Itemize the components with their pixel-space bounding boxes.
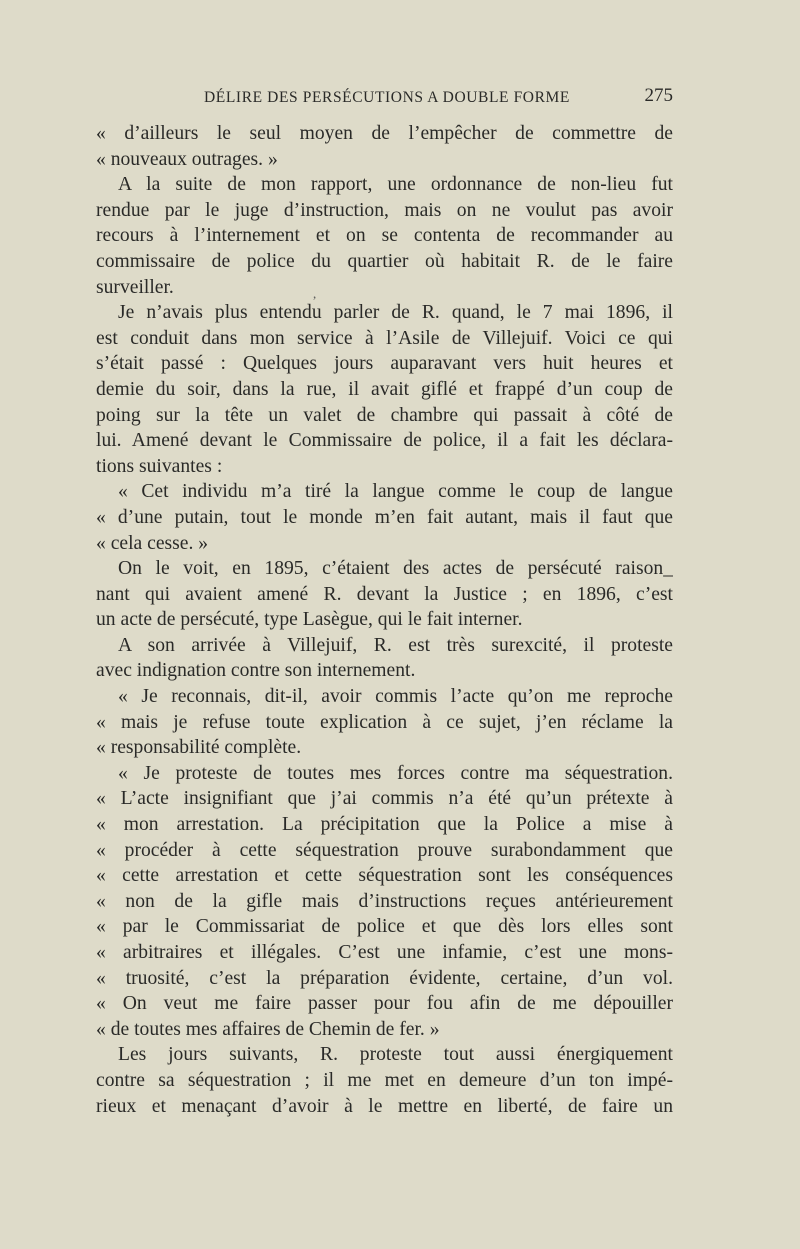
text-line: « d’une putain, tout le monde m’en fait autant, mais il faut que	[96, 506, 673, 528]
text-line: On le voit, en 1895, c’étaient des actes de persécuté raison_	[118, 558, 673, 580]
text-line: tions suivantes :	[96, 455, 223, 477]
text-line: Je n’avais plus entendu parler de R. quand, le 7 mai 1896, il	[118, 302, 673, 324]
text-line: « mais je refuse toute explication à ce sujet, j’en réclame la	[96, 711, 673, 733]
text-line: poing sur la tête un valet de chambre qui passait à côté de	[96, 404, 673, 426]
page-number: 275	[644, 85, 673, 106]
text-line: A son arrivée à Villejuif, R. est très surexcité, il proteste	[118, 634, 673, 656]
text-line: « cette arrestation et cette séquestration sont les conséquences	[96, 865, 673, 887]
text-line: avec indignation contre son internement.	[96, 660, 416, 682]
text-line: est conduit dans mon service à l’Asile de Villejuif. Voici ce qui	[96, 327, 673, 349]
page-header	[96, 85, 673, 111]
text-line: « de toutes mes affaires de Chemin de fer. »	[96, 1018, 440, 1040]
text-line: surveiller.	[96, 276, 174, 298]
running-title: DÉLIRE DES PERSÉCUTIONS A DOUBLE FORME	[204, 89, 570, 106]
text-line: « responsabilité complète.	[96, 737, 302, 759]
text-line: « non de la gifle mais d’instructions reçues antérieurement	[96, 890, 673, 912]
text-line: nant qui avaient amené R. devant la Justice ; en 1896, c’est	[96, 583, 673, 605]
text-line: « L’acte insignifiant que j’ai commis n’a été qu’un prétexte à	[96, 788, 673, 810]
text-line: contre sa séquestration ; il me met en demeure d’un ton impé-	[96, 1069, 673, 1091]
text-line: « mon arrestation. La précipitation que la Police a mise à	[96, 814, 673, 836]
text-line: « par le Commissariat de police et que dès lors elles sont	[96, 916, 673, 938]
text-line: un acte de persécuté, type Lasègue, qui le fait interner.	[96, 609, 523, 631]
text-line: « d’ailleurs le seul moyen de l’empêcher de commettre de	[96, 123, 673, 144]
text-line: demie du soir, dans la rue, il avait giflé et frappé d’un coup de	[96, 378, 673, 400]
body-text	[96, 121, 673, 1119]
text-line: rendue par le juge d’instruction, mais on ne voulut pas avoir	[96, 199, 673, 221]
text-line: commissaire de police du quartier où habitait R. de le faire	[96, 250, 673, 272]
text-line: « Je reconnais, dit-il, avoir commis l’acte qu’on me reproche	[118, 686, 673, 708]
text-line: « On veut me faire passer pour fou afin de me dépouiller	[96, 993, 673, 1015]
text-line: « Cet individu m’a tiré la langue comme le coup de langue	[118, 481, 673, 503]
stray-mark: ,	[313, 286, 317, 301]
text-line: Les jours suivants, R. proteste tout aussi énergiquement	[118, 1044, 673, 1066]
text-line: recours à l’internement et on se contenta de recommander au	[96, 225, 673, 247]
text-line: s’était passé : Quelques jours auparavant vers huit heures et	[96, 353, 673, 375]
text-line: « arbitraires et illégales. C’est une infamie, c’est une mons-	[96, 942, 673, 963]
text-line: « truosité, c’est la préparation évidente, certaine, d’un vol.	[96, 967, 673, 989]
text-line: « nouveaux outrages. »	[96, 148, 278, 170]
text-line: « Je proteste de toutes mes forces contre ma séquestration.	[118, 762, 673, 784]
text-line: « procéder à cette séquestration prouve surabondamment que	[96, 839, 673, 861]
text-line: rieux et menaçant d’avoir à le mettre en liberté, de faire un	[96, 1095, 673, 1117]
text-line: « cela cesse. »	[96, 532, 209, 554]
text-line: A la suite de mon rapport, une ordonnance de non-lieu fut	[118, 174, 673, 196]
text-line: lui. Amené devant le Commissaire de police, il a fait les déclara-	[96, 430, 673, 452]
